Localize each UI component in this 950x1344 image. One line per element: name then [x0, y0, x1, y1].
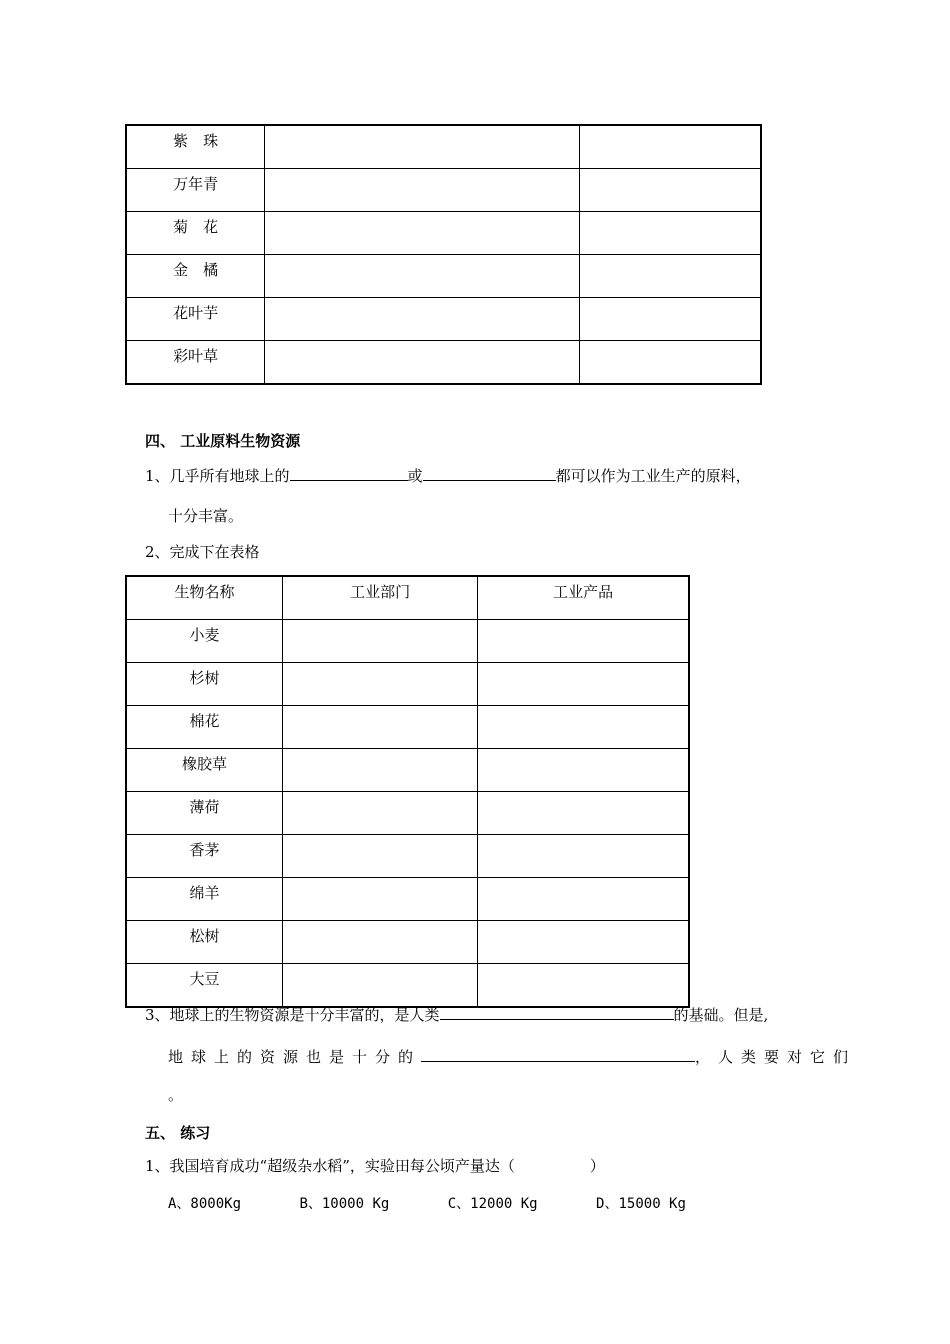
section4-q3 — [145, 1003, 768, 1025]
answer-cell[interactable] — [478, 749, 689, 792]
answer-cell[interactable] — [282, 792, 477, 835]
table-row — [126, 341, 761, 385]
answer-cell[interactable] — [282, 706, 477, 749]
choice-a[interactable]: A、8000Kg — [168, 1196, 242, 1212]
section5-heading: 五、 练习 — [145, 1124, 211, 1142]
section4-heading: 四、 工业原料生物资源 — [145, 432, 301, 450]
header-product: 工业产品 — [478, 576, 689, 620]
header-dept: 工业部门 — [282, 576, 477, 620]
answer-cell[interactable] — [580, 255, 761, 298]
answer-cell[interactable] — [265, 169, 580, 212]
choice-c[interactable]: C、12000 Kg — [447, 1196, 538, 1212]
q1-text-b: 都可以作为工业生产的原料， — [555, 467, 751, 485]
organism-name-cell: 绵羊 — [126, 878, 282, 921]
table-row — [126, 749, 689, 792]
q1-blank-1[interactable] — [290, 464, 408, 481]
plant-name-cell: 紫 珠 — [126, 125, 265, 169]
answer-cell[interactable] — [478, 706, 689, 749]
answer-cell[interactable] — [282, 878, 477, 921]
organism-name-cell: 棉花 — [126, 706, 282, 749]
organism-name-cell: 小麦 — [126, 620, 282, 663]
q3-text-b: 的基础。但是, — [673, 1006, 769, 1024]
table-row — [126, 921, 689, 964]
answer-cell[interactable] — [478, 964, 689, 1008]
q3-text-a: 3、地球上的生物资源是十分丰富的，是人类 — [145, 1006, 440, 1024]
organism-name-cell: 大豆 — [126, 964, 282, 1008]
answer-cell[interactable] — [265, 125, 580, 169]
answer-cell[interactable] — [478, 835, 689, 878]
section4-q1 — [145, 464, 751, 486]
answer-cell[interactable] — [580, 169, 761, 212]
section5-q1: 1、我国培育成功“超级杂水稻”，实验田每公顷产量达（ ） — [145, 1157, 605, 1175]
q3-blank-2[interactable] — [421, 1045, 695, 1062]
section5-choices — [168, 1194, 736, 1214]
q1-blank-2[interactable] — [423, 464, 556, 481]
table-row — [126, 792, 689, 835]
plant-name-cell: 金 橘 — [126, 255, 265, 298]
answer-cell[interactable] — [282, 921, 477, 964]
q3-blank-1[interactable] — [440, 1003, 674, 1020]
answer-cell[interactable] — [580, 341, 761, 385]
answer-cell[interactable] — [265, 298, 580, 341]
answer-cell[interactable] — [282, 620, 477, 663]
table-row — [126, 125, 761, 169]
answer-cell[interactable] — [478, 620, 689, 663]
q3-line2-b: ，人类要对它们 — [695, 1048, 857, 1066]
answer-cell[interactable] — [265, 212, 580, 255]
organism-name-cell: 松树 — [126, 921, 282, 964]
section4-q3-line2 — [168, 1045, 856, 1067]
answer-cell[interactable] — [282, 964, 477, 1008]
answer-cell[interactable] — [478, 792, 689, 835]
answer-cell[interactable] — [580, 125, 761, 169]
q1-text-or: 或 — [407, 467, 423, 485]
choice-b[interactable]: B、10000 Kg — [299, 1196, 390, 1212]
table-row — [126, 169, 761, 212]
answer-cell[interactable] — [478, 878, 689, 921]
answer-cell[interactable] — [282, 663, 477, 706]
answer-cell[interactable] — [265, 341, 580, 385]
answer-cell[interactable] — [580, 212, 761, 255]
industrial-table — [125, 575, 690, 1008]
plant-table — [125, 124, 762, 385]
table-row — [126, 835, 689, 878]
answer-cell[interactable] — [282, 835, 477, 878]
plant-name-cell: 彩叶草 — [126, 341, 265, 385]
section4-q2: 2、完成下在表格 — [145, 543, 260, 561]
choice-d[interactable]: D、15000 Kg — [596, 1196, 686, 1212]
header-name: 生物名称 — [126, 576, 282, 620]
answer-cell[interactable] — [478, 663, 689, 706]
table-row — [126, 212, 761, 255]
plant-name-cell: 万年青 — [126, 169, 265, 212]
answer-cell[interactable] — [282, 749, 477, 792]
organism-name-cell: 香茅 — [126, 835, 282, 878]
answer-cell[interactable] — [265, 255, 580, 298]
answer-cell[interactable] — [478, 921, 689, 964]
organism-name-cell: 薄荷 — [126, 792, 282, 835]
section4-q1-line2: 十分丰富。 — [168, 507, 244, 525]
plant-name-cell: 花叶芋 — [126, 298, 265, 341]
answer-cell[interactable] — [580, 298, 761, 341]
q1-text-a: 1、几乎所有地球上的 — [145, 467, 290, 485]
plant-name-cell: 菊 花 — [126, 212, 265, 255]
table-row — [126, 878, 689, 921]
table-row — [126, 663, 689, 706]
organism-name-cell: 杉树 — [126, 663, 282, 706]
table-row — [126, 964, 689, 1008]
table-header-row — [126, 576, 689, 620]
section4-q3-line3: 。 — [168, 1086, 184, 1104]
table-row — [126, 255, 761, 298]
q3-line2-a: 地球上的资源也是十分的 — [168, 1048, 422, 1066]
table-row — [126, 620, 689, 663]
table-row — [126, 298, 761, 341]
organism-name-cell: 橡胶草 — [126, 749, 282, 792]
table-row — [126, 706, 689, 749]
